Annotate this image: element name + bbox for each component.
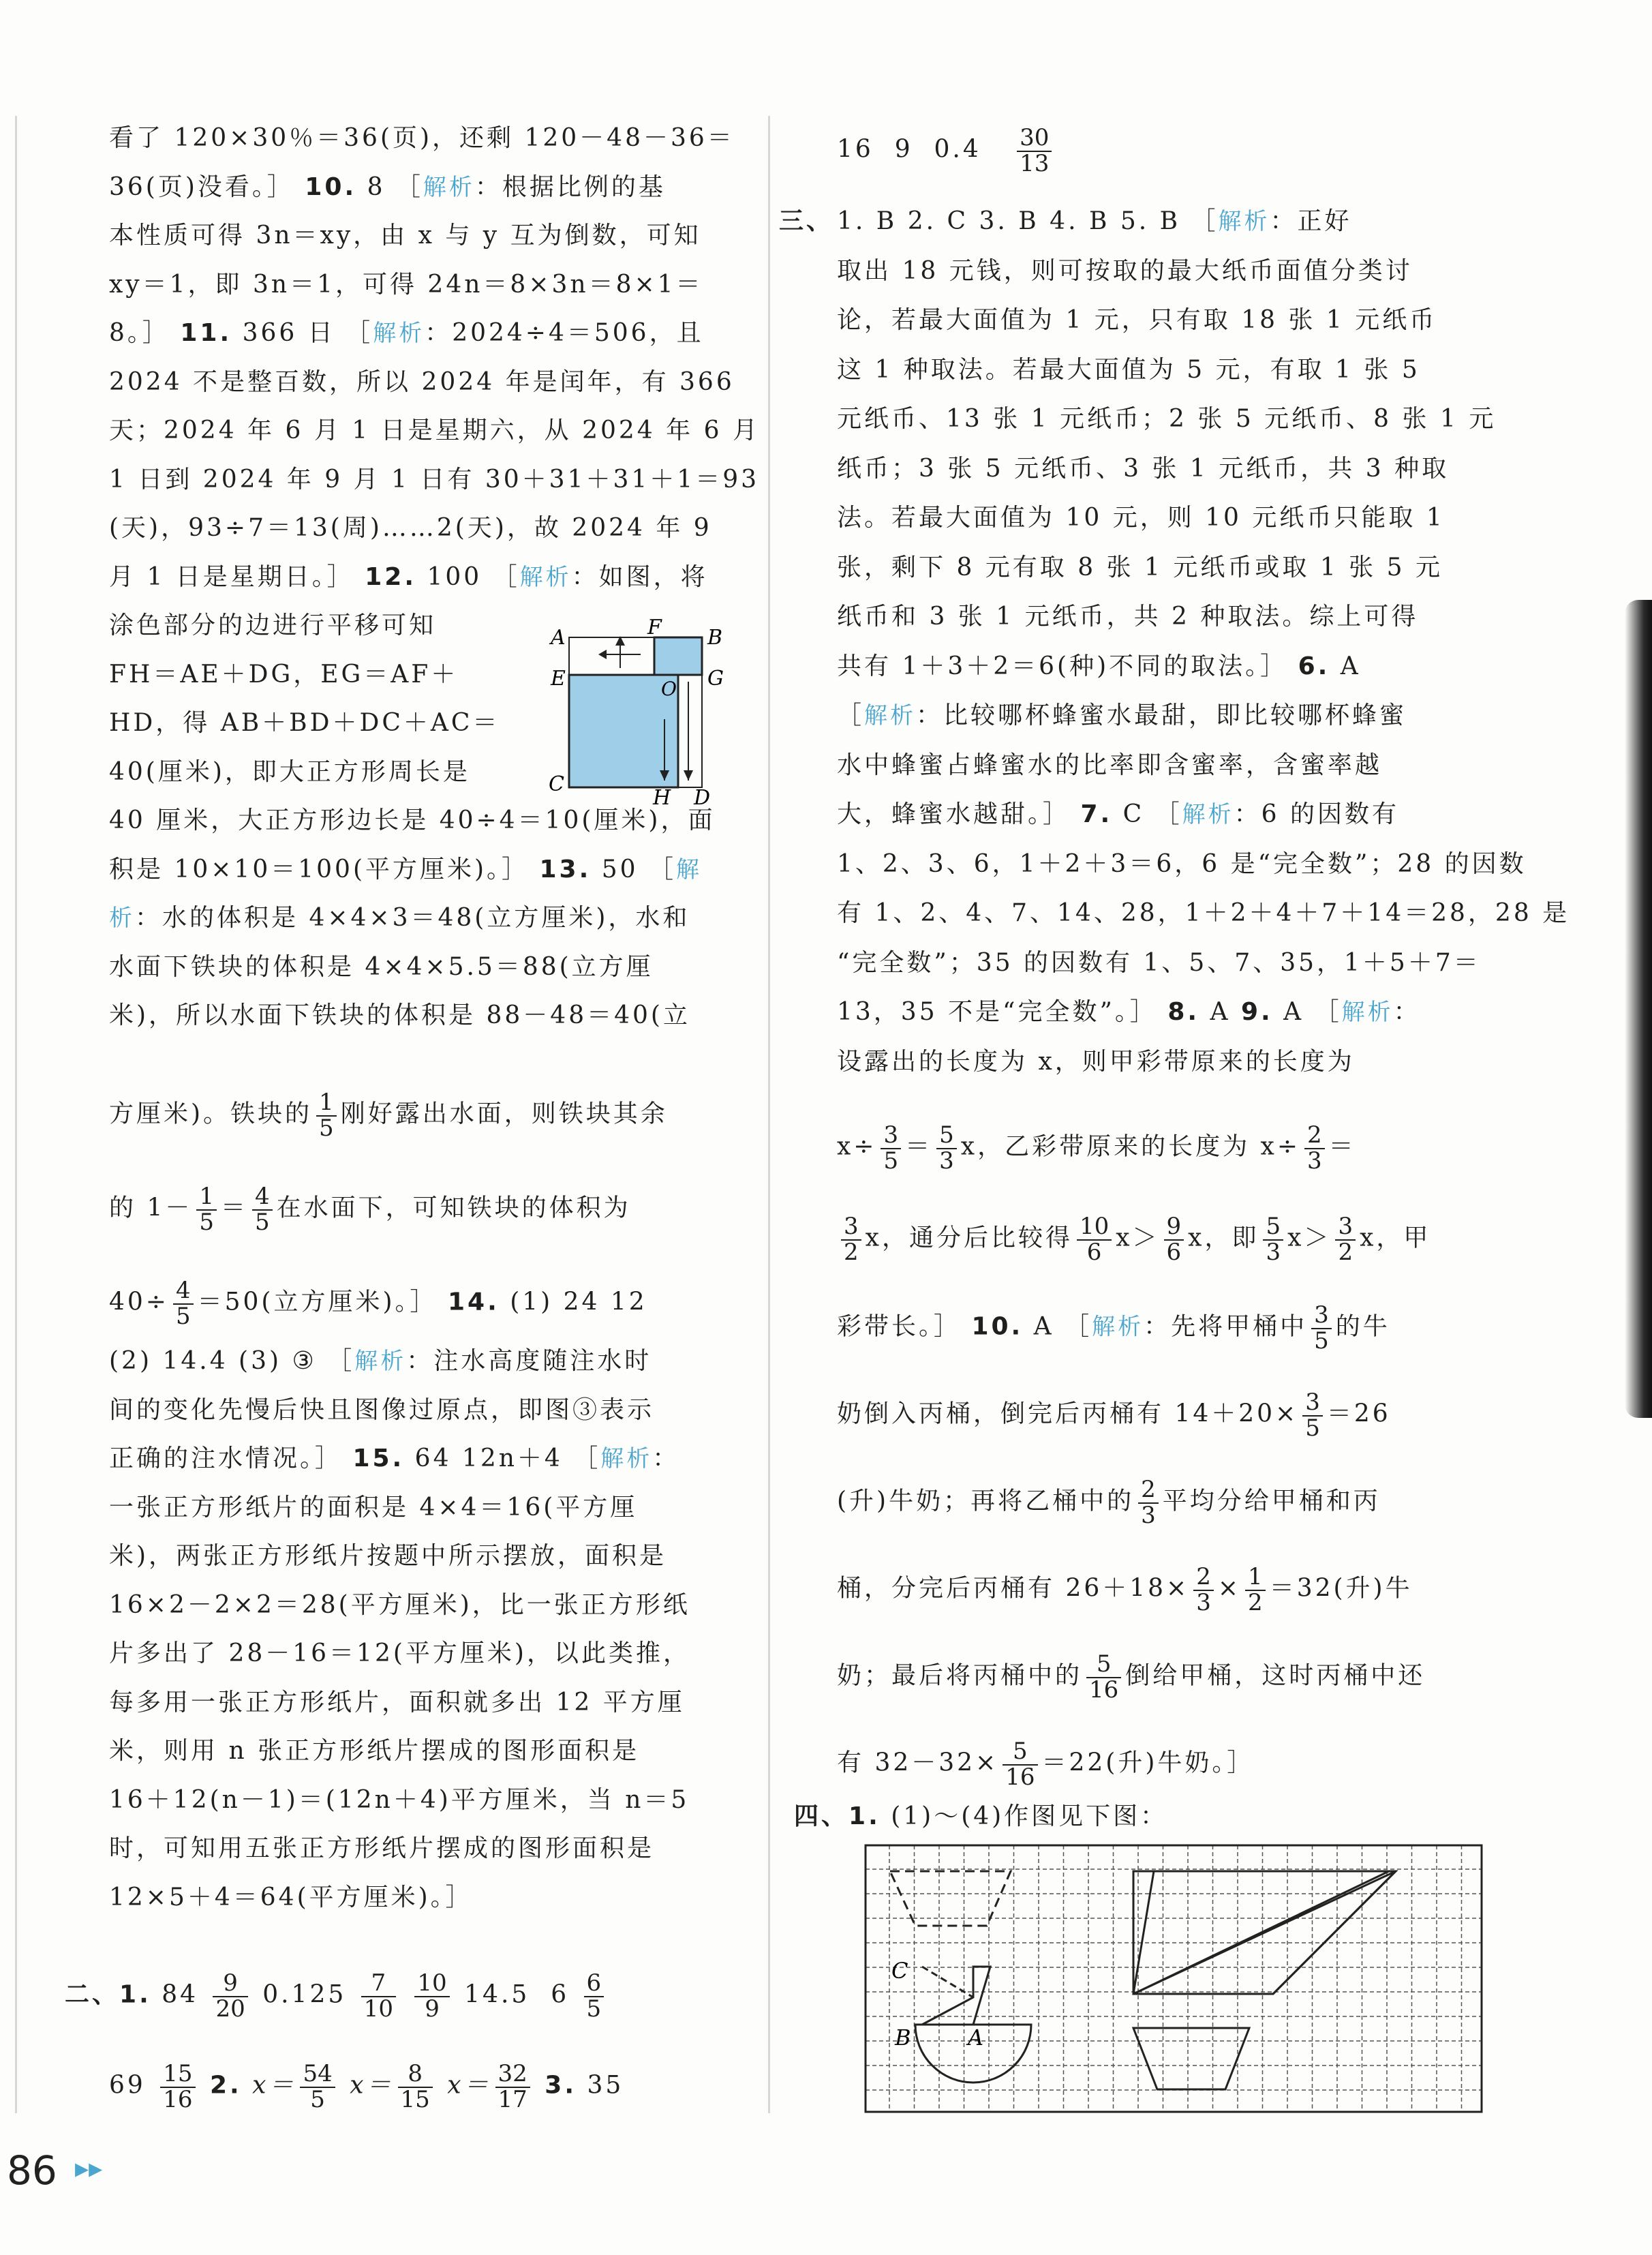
text: A ［ (1272, 998, 1342, 1026)
text: 纸币和 3 张 1 元纸币，共 2 种取法。综上可得 (837, 603, 1419, 631)
left-border (15, 116, 17, 2113)
text: 积是 10×10＝100(平方厘米)。］ (109, 855, 540, 883)
text: 涂色部分的边进行平移可知 (109, 611, 437, 639)
left2-line-10 (109, 1783, 689, 1817)
text: ： (652, 1444, 680, 1472)
text: 设露出的长度为 x，则甲彩带原来的长度为 (837, 1047, 1355, 1076)
fraction: $\frac{5}{3}$ (936, 1123, 957, 1173)
text: 片多出了 28－16＝12(平方厘米)，以此类推， (109, 1639, 690, 1667)
right-fraction-line-7: 奶；最后将丙桶中的 $\frac{5}{16}$ 倒给甲桶，这时丙桶中还 (837, 1650, 1426, 1704)
right-line-7 (837, 501, 1445, 535)
right-line-14 (837, 847, 1527, 881)
text: ：2024÷4＝506，且 (425, 319, 704, 347)
fraction: $\frac{3}{5}$ (1311, 1303, 1332, 1353)
text: ：根据比例的基 (474, 172, 666, 201)
label-E: E (551, 667, 566, 691)
page-number: 86 (7, 2147, 57, 2194)
label-C: C (891, 1958, 908, 1984)
right-line-3 (837, 303, 1437, 337)
text: 米)，两张正方形纸片按题中所示摆放，面积是 (109, 1542, 667, 1570)
left-line-3 (109, 219, 701, 253)
left-line-4 (109, 268, 703, 302)
column-divider (768, 116, 770, 2113)
text: (天)，93÷7＝13(周)……2(天)，故 2024 年 9 (109, 514, 712, 542)
text: 一张正方形纸片的面积是 4×4＝16(平方厘 (109, 1493, 638, 1522)
right-line-5 (837, 402, 1496, 436)
text: 正确的注水情况。］ (109, 1444, 353, 1472)
right-line-1 (837, 205, 1352, 239)
left-line-20: 的 1－ $\frac{1}{5}$ ＝ $\frac{4}{5}$ 在水面下，可知铁块的体积为 (109, 1183, 631, 1236)
text: 看了 120×30％＝36(页)，还剩 120－48－36＝ (109, 124, 735, 152)
label-C: C (549, 772, 564, 796)
text: 8。］ (109, 319, 181, 347)
left2-line-7 (109, 1637, 690, 1671)
left2-line-12 (109, 1881, 473, 1915)
analysis-tag: 解析 (1218, 208, 1270, 235)
fraction: $\frac{5}{16}$ (1086, 1652, 1121, 1702)
text: 本性质可得 3n＝xy，由 x 与 y 互为倒数，可知 (109, 222, 701, 249)
left2-line-9 (109, 1734, 639, 1768)
text: 取出 18 元钱，则可按取的最大纸币面值分类讨 (837, 256, 1413, 285)
fraction: $\frac{9}{6}$ (1164, 1215, 1184, 1265)
fraction: $\frac{4}{5}$ (173, 1279, 194, 1329)
left-line-8 (109, 463, 759, 497)
left-line-12 (109, 658, 458, 692)
text: ：注水高度随注水时 (406, 1347, 652, 1375)
text: C ［ (1112, 800, 1182, 828)
analysis-tag: 解析 (1341, 999, 1394, 1026)
left2-line-5 (109, 1539, 667, 1573)
left-line-5 (109, 316, 704, 350)
section-4-line: 四、1. (1)～(4)作图见下图： (794, 1802, 1168, 1830)
item-number: 15. (352, 1444, 405, 1472)
fraction: $\frac{54}{5}$ (300, 2062, 335, 2112)
analysis-tag: 解析 (373, 320, 425, 347)
text: ：正好 (1270, 207, 1352, 235)
left-line-21: 40÷ $\frac{4}{5}$ ＝50(立方厘米)。］ 14. (1) 24 12 (109, 1277, 647, 1330)
text: 有 1、2、4、7、14、28，1＋2＋4＋7＋14＝28，28 是 (837, 899, 1570, 927)
item-number: 12. (365, 562, 417, 591)
trapezoid (1133, 2028, 1249, 2089)
label-B: B (895, 2025, 911, 2050)
right-line-17 (837, 995, 1421, 1029)
right-fraction-line-4: 奶倒入丙桶，倒完后丙桶有 14＋20× $\frac{3}{5}$ ＝26 (837, 1389, 1391, 1442)
label-A: A (968, 2025, 984, 2050)
left-line-2 (109, 170, 666, 205)
text: HD，得 AB＋BD＋DC＋AC＝ (109, 709, 500, 737)
left2-line-3 (109, 1442, 679, 1476)
text: 1. B 2. C 3. B 4. B 5. B ［ (837, 207, 1219, 235)
left2-line-8 (109, 1686, 685, 1720)
text: 每多用一张正方形纸片，面积就多出 12 平方厘 (109, 1688, 685, 1716)
right-fraction-line-6: 桶，分完后丙桶有 26＋18× $\frac{2}{3}$ × $\frac{1}{2}$ ＝32(升)牛 (837, 1563, 1413, 1616)
fraction: $\frac{5}{16}$ (1003, 1740, 1037, 1789)
item-number: 8. (1167, 998, 1200, 1026)
label-H: H (653, 786, 671, 804)
fraction: $\frac{3}{5}$ (881, 1123, 901, 1173)
fraction: $\frac{3}{2}$ (841, 1215, 861, 1265)
text: 40 厘米，大正方形边长是 40÷4＝10(厘米)，面 (109, 806, 716, 834)
text: 水面下铁块的体积是 4×4×5.5＝88(立方厘 (109, 952, 654, 981)
right-line-9 (837, 600, 1418, 634)
text: 13，35 不是“完全数”。］ (837, 998, 1168, 1026)
page-arrows: ▸▸ (75, 2153, 103, 2184)
label-A: A (551, 626, 566, 650)
left2-line-11 (109, 1832, 654, 1866)
label-B: B (707, 626, 723, 650)
fraction: $\frac{9}{20}$ (213, 1971, 247, 2021)
left-line-17 (109, 901, 690, 935)
right-line-4 (837, 353, 1420, 387)
square-figure (545, 617, 736, 804)
fraction: $\frac{1}{2}$ (1245, 1565, 1266, 1615)
text: ：6 的因数有 (1234, 800, 1399, 828)
fraction: $\frac{7}{10}$ (361, 1971, 396, 2021)
right-top-line: 16 9 0.4 $\frac{30}{13}$ (837, 126, 1056, 176)
text: 法。若最大面值为 10 元，则 10 元纸币只能取 1 (837, 504, 1445, 532)
right-line-16 (837, 946, 1481, 980)
fraction: $\frac{15}{16}$ (160, 2062, 195, 2112)
text: 40(厘米)，即大正方形周长是 (109, 757, 470, 786)
left-line-13 (109, 706, 500, 740)
text: A (1199, 998, 1241, 1026)
fraction: $\frac{1}{5}$ (316, 1091, 337, 1140)
right-line-2 (837, 254, 1413, 288)
text: A (1330, 652, 1361, 680)
text: 天；2024 年 6 月 1 日是星期六，从 2024 年 6 月 (109, 417, 760, 444)
right-line-11 (837, 699, 1407, 733)
fraction: $\frac{4}{5}$ (252, 1185, 273, 1235)
text: 间的变化先慢后快且图像过原点，即图③表示 (109, 1395, 655, 1424)
fraction: $\frac{2}{3}$ (1193, 1565, 1214, 1615)
text: 366 日 ［ (232, 319, 373, 347)
text: ：如图，将 (571, 562, 708, 591)
item-number: 13. (539, 855, 592, 883)
fraction: $\frac{32}{17}$ (495, 2062, 530, 2112)
item-number: 11. (180, 319, 232, 347)
text: ［ (837, 701, 865, 729)
left-line-18 (109, 950, 654, 984)
left2-line-2 (109, 1393, 654, 1427)
text: ：比较哪杯蜂蜜水最甜，即比较哪杯蜂蜜 (916, 701, 1407, 729)
text: ：水的体积是 4×4×3＝48(立方厘米)，水和 (135, 904, 690, 932)
text: ： (1393, 998, 1421, 1026)
text: 1 日到 2024 年 9 月 1 日有 30＋31＋31＋1＝93 (109, 465, 760, 494)
left-line-19: 方厘米)。铁块的 $\frac{1}{5}$ 刚好露出水面，则铁块其余 (109, 1089, 668, 1142)
fraction: $\frac{6}{5}$ (584, 1971, 605, 2021)
text: 月 1 日是星期日。］ (109, 562, 365, 591)
left-line-7 (109, 414, 760, 448)
section-2-line-1: 二、1. 84 $\frac{9}{20}$ 0.125 $\frac{7}{10}$ $\frac{10}{9}$ 14.5 6 $\frac{6}{5}$ (65, 1971, 608, 2021)
left-line-10 (109, 560, 708, 594)
text: 米)，所以水面下铁块的体积是 88－48＝40(立 (109, 1001, 690, 1029)
text: “完全数”；35 的因数有 1、5、7、35，1＋5＋7＝ (837, 948, 1481, 977)
item-number: 7. (1080, 800, 1113, 828)
label-G: G (707, 667, 724, 691)
item-number: 9. (1240, 998, 1273, 1026)
text: 大，蜂蜜水越甜。］ (837, 800, 1081, 828)
label-D: D (694, 786, 711, 804)
analysis-tag: 解析 (423, 173, 475, 201)
shaded-small-region (654, 637, 702, 675)
dashed-segment (922, 1967, 973, 1997)
text: 50 ［ (591, 855, 676, 883)
text: 共有 1＋3＋2＝6(种)不同的取法。］ (837, 652, 1298, 680)
left-line-11 (109, 609, 436, 643)
left-line-1 (109, 121, 735, 155)
analysis-tag: 析 (109, 905, 135, 932)
text: xy＝1，即 3n＝1，可得 24n＝8×3n＝8×1＝ (109, 270, 703, 299)
text: 水中蜂蜜占蜂蜜水的比率即含蜜率，含蜜率越 (837, 751, 1383, 779)
fraction: $\frac{2}{3}$ (1138, 1478, 1159, 1528)
right-line-10 (837, 650, 1361, 684)
analysis-tag: 解析 (1182, 801, 1234, 828)
fraction: $\frac{10}{9}$ (414, 1971, 449, 2021)
text: 米，则用 n 张正方形纸片摆成的图形面积是 (109, 1737, 640, 1765)
analysis-tag: 解析 (354, 1348, 407, 1375)
left2-line-6 (109, 1588, 690, 1622)
text: 纸币；3 张 5 元纸币、3 张 1 元纸币，共 3 种取 (837, 454, 1450, 483)
text: 这 1 种取法。若最大面值为 5 元，有取 1 张 5 (837, 355, 1420, 384)
text: 张，剩下 8 元有取 8 张 1 元纸币或取 1 张 5 元 (837, 553, 1443, 581)
text: 1、2、3、6，1＋2＋3＝6，6 是“完全数”；28 的因数 (837, 849, 1527, 878)
section-3-heading: 三、 (779, 207, 834, 235)
text: 论，若最大面值为 1 元，只有取 18 张 1 元纸币 (837, 306, 1437, 334)
left2-line-4 (109, 1491, 637, 1525)
text: 时，可知用五张正方形纸片摆成的图形面积是 (109, 1834, 655, 1862)
binding-shadow (1625, 600, 1652, 1418)
text: FH＝AE＋DG，EG＝AF＋ (109, 660, 459, 688)
text: 12×5＋4＝64(平方厘米)。］ (109, 1883, 473, 1911)
right-line-13 (837, 798, 1399, 832)
left2-line-1 (109, 1344, 652, 1378)
left-line-16 (109, 853, 702, 887)
grid-lines (866, 1845, 1482, 2112)
item-number: 6. (1298, 652, 1330, 680)
dashed-trapezoid (890, 1871, 1011, 1926)
label-F: F (647, 617, 662, 639)
right-fraction-line-2: $\frac{3}{2}$ x，通分后比较得 $\frac{10}{6}$ x＞ $\frac{9}{6}$ x，即 $\frac{5}{3}$ x＞ $\frac{3}{2}$ x，甲 (837, 1215, 1431, 1265)
left-line-6 (109, 365, 735, 399)
item-number: 10. (305, 172, 357, 201)
right-fraction-line-3: 彩带长。］ 10. A ［解析：先将甲桶中 $\frac{3}{5}$ 的牛 (837, 1301, 1390, 1354)
fraction: $\frac{5}{3}$ (1263, 1215, 1283, 1265)
fraction: $\frac{3}{2}$ (1335, 1215, 1356, 1265)
text: 36(页)没看。］ (109, 172, 305, 201)
fraction: $\frac{2}{3}$ (1304, 1123, 1325, 1173)
right-line-18 (837, 1045, 1355, 1079)
text: 元纸币、13 张 1 元纸币；2 张 5 元纸币、8 张 1 元 (837, 405, 1497, 433)
analysis-tag: 解析 (519, 563, 572, 591)
left-line-19 (109, 999, 690, 1033)
text: 100 ［ (416, 562, 520, 591)
fraction: $\frac{8}{15}$ (398, 2062, 433, 2112)
text: 64 12n＋4 ［ (404, 1444, 601, 1472)
text: 16＋12(n－1)＝(12n＋4)平方厘米，当 n＝5 (109, 1785, 690, 1814)
analysis-tag: 解 (675, 856, 702, 883)
grid-figure (864, 1844, 1483, 2113)
left-line-15 (109, 804, 715, 838)
label-O: O (661, 678, 677, 700)
left-line-14 (109, 755, 470, 789)
analysis-tag: 解析 (864, 702, 917, 729)
analysis-tag: 解析 (600, 1445, 653, 1472)
right-line-12 (837, 748, 1382, 783)
fraction: $\frac{10}{6}$ (1077, 1215, 1112, 1265)
right-fraction-line-8: 有 32－32× $\frac{5}{16}$ ＝22(升)牛奶。］ (837, 1738, 1255, 1791)
right-fraction-line-1: x÷ $\frac{3}{5}$ ＝ $\frac{5}{3}$ x，乙彩带原来的长度为 x÷ $\frac{2}{3}$ ＝ (837, 1121, 1356, 1175)
left-line-9 (109, 511, 712, 545)
text: (2) 14.4 (3) ③ ［ (109, 1347, 355, 1375)
text: 16×2－2×2＝28(平方厘米)，比一张正方形纸 (109, 1590, 690, 1619)
right-line-15 (837, 896, 1570, 930)
fraction: $\frac{30}{13}$ (1017, 126, 1052, 176)
right-fraction-line-5: (升)牛奶；再将乙桶中的 $\frac{2}{3}$ 平均分给甲桶和丙 (837, 1476, 1381, 1529)
fraction: $\frac{3}{5}$ (1302, 1391, 1323, 1440)
section-2-line-2: 69 $\frac{15}{16}$ 2. x＝ $\frac{54}{5}$ x＝ $\frac{8}{15}$ x＝ $\frac{32}{17}$ 3. 35 (109, 2060, 624, 2113)
fraction: $\frac{1}{5}$ (196, 1185, 217, 1235)
text: 8 ［ (356, 172, 423, 201)
text: 2024 不是整百数，所以 2024 年是闰年，有 366 (109, 367, 735, 396)
right-line-8 (837, 551, 1443, 585)
right-line-6 (837, 452, 1449, 486)
grid-border (866, 1845, 1482, 2112)
